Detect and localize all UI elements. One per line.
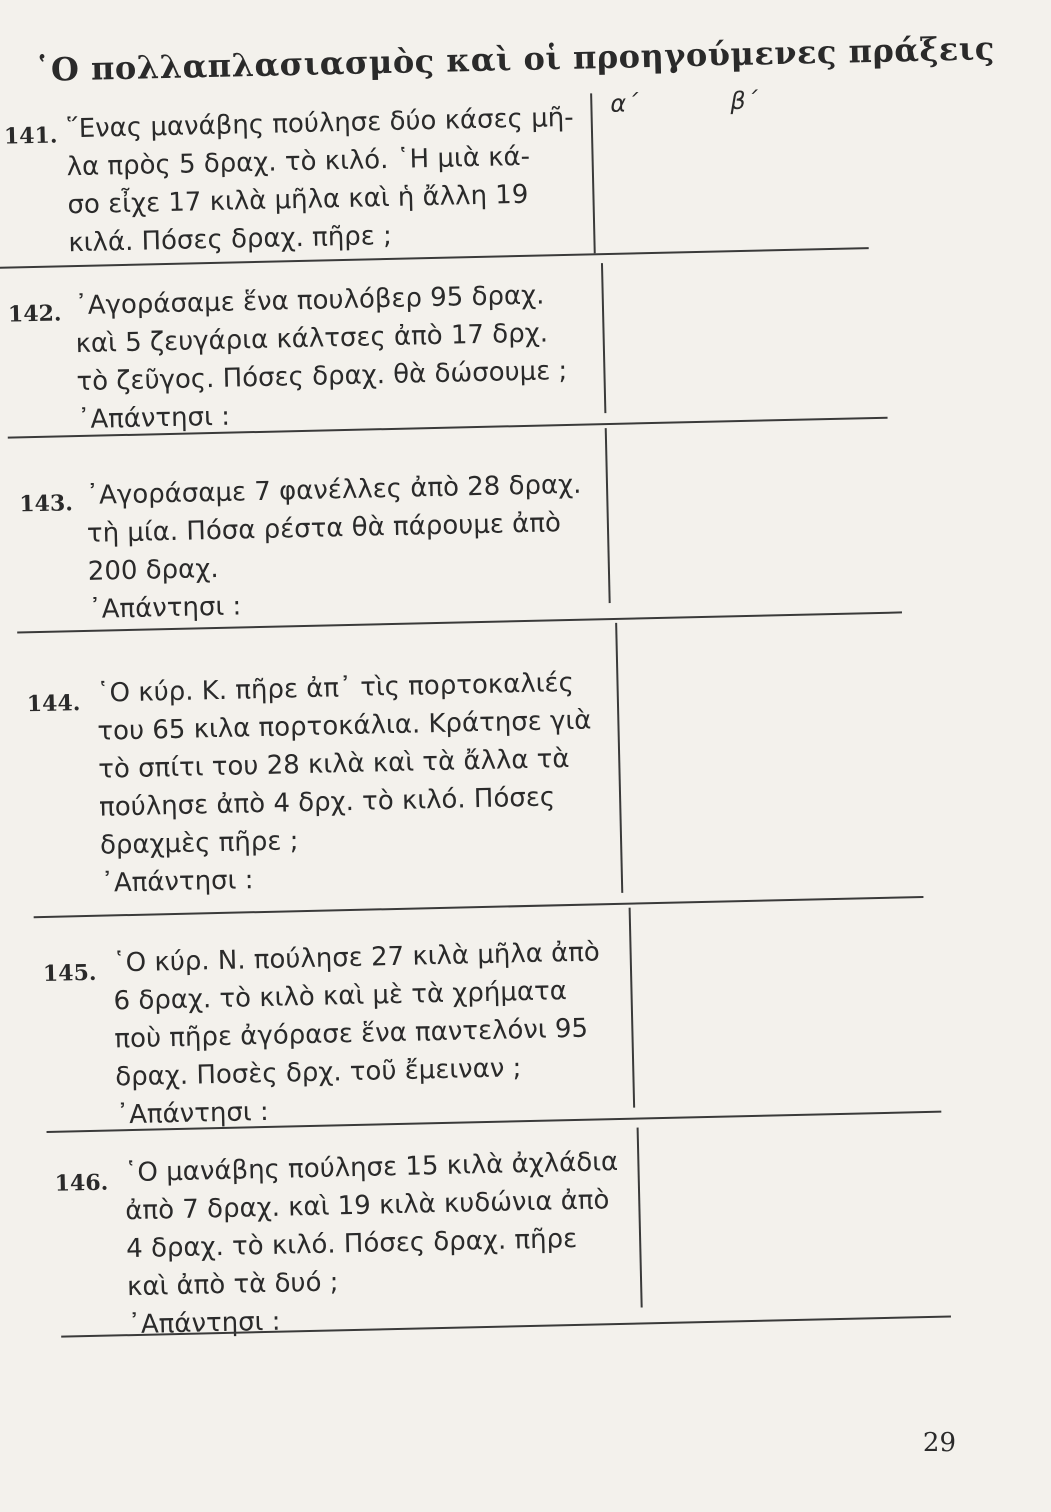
problem-text [65,98,588,262]
problem-line: τὸ ζεῦγος. Πόσες δραχ. θὰ δώσουμε ; [76,355,568,398]
problem-line: 200 δραχ. [87,553,219,587]
problem-number: 145. [42,959,97,988]
problem-line: ᾿Απάντησι : [100,865,254,899]
problem-text [96,663,621,903]
problem-line: του 65 κιλα πορτοκάλια. Κράτησε γιὰ [97,705,592,747]
problem-line: καὶ 5 ζευγάρια κάλτσες ἀπὸ 17 δρχ. [75,318,549,360]
problem-line: 6 δραχ. τὸ κιλὸ καὶ μὲ τὰ χρήματα [113,976,568,1017]
column-divider [590,93,596,253]
problem-line: ᾿Απάντησι : [88,591,242,625]
problem-line: ῞Ενας μανάβης πούλησε δύο κάσες μῆ- [65,102,574,145]
page-title: ῾Ο πολλαπλασιασμὸς καὶ οἱ προηγούμενες πράξεις [34,29,996,89]
problem-line: ῾Ο κύρ. Κ. πῆρε ἀπ᾿ τὶς πορτοκαλιές [96,667,575,709]
problem-number: 142. [7,300,62,328]
problem-number: 146. [54,1169,109,1197]
problem-number: 141. [3,122,58,150]
problem-line: ῾Ο μανάβης πούλησε 15 κιλὰ ἀχλάδια [124,1147,619,1189]
problem-line: τὴ μία. Πόσα ρέστα θὰ πάρουμε ἀπὸ [86,508,562,549]
column-b-label: β΄ [730,86,758,116]
problem-text [112,933,636,1135]
column-a-label: α΄ [610,89,639,118]
problem-line: πούλησε ἀπὸ 4 δρχ. τὸ κιλό. Πόσες [98,782,556,823]
problem-line: τὸ σπίτι του 28 κιλὰ καὶ τὰ ἄλλα τὰ [97,744,570,785]
column-divider [601,263,606,413]
problem-line: ᾿Αγοράσαμε 7 φανέλλες ἀπὸ 28 δραχ. [85,469,582,511]
problem-line: σο εἶχε 17 κιλὰ μῆλα καὶ ἡ ἄλλη 19 [67,179,529,221]
problem-line: 4 δραχ. τὸ κιλό. Πόσες δραχ. πῆρε [125,1223,578,1265]
problem-line: καὶ ἀπὸ τὰ δυό ; [126,1267,339,1303]
problem-line: δραχ. Ποσὲς δρχ. τοῦ ἔμειναν ; [114,1053,522,1093]
problem-number: 144. [26,690,81,718]
problem-text [86,465,609,629]
problem-line: ποὺ πῆρε ἀγόρασε ἕνα παντελόνι 95 [114,1013,589,1055]
problem-line: ᾿Απάντησι : [127,1306,281,1341]
problem-text [124,1142,648,1344]
problem-line: κιλά. Πόσες δραχ. πῆρε ; [68,220,393,259]
problem-line: λα πρὸς 5 δραχ. τὸ κιλό. ῾Η μιὰ κά- [66,141,531,183]
problem-line: ῾Ο κύρ. Ν. πούλησε 27 κιλὰ μῆλα ἀπὸ [112,937,601,979]
problem-text [74,275,597,439]
problem-line: ᾿Απάντησι : [77,401,231,436]
problem-line: δραχμὲς πῆρε ; [99,826,299,861]
problem-number: 143. [19,490,74,518]
problem-line: ᾿Αγοράσαμε ἕνα πουλόβερ 95 δραχ. [74,280,545,322]
problem-line: ἀπὸ 7 δραχ. καὶ 19 κιλὰ κυδώνια ἀπὸ [125,1185,610,1227]
page-number: 29 [922,1428,956,1458]
problem-line: ᾿Απάντησι : [115,1096,270,1131]
